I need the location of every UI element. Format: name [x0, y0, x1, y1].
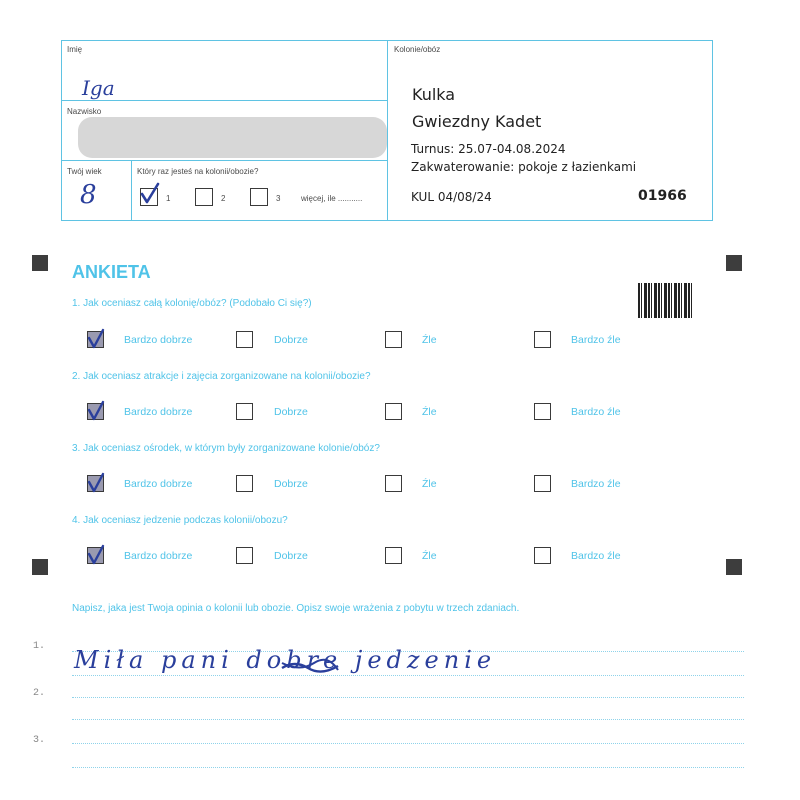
q2-option-dobrze: Dobrze [274, 406, 308, 418]
q1-dobrze-checkbox[interactable] [236, 331, 253, 348]
col-divider [131, 160, 132, 221]
registration-marker-bottom-left [32, 559, 48, 575]
check-mark-icon [139, 182, 161, 206]
question-1: 1. Jak oceniasz całą kolonię/obóz? (Podobało Ci się?) [72, 298, 312, 309]
wiek-value[interactable]: 8 [80, 180, 97, 210]
ktory-raz-option-1: 1 [166, 194, 171, 203]
q4-option-bardzo-zle: Bardzo źle [571, 550, 621, 562]
opinion-line-2[interactable] [72, 697, 744, 698]
ktory-raz-option-2: 2 [221, 194, 226, 203]
q2-bardzo-zle-checkbox[interactable] [534, 403, 551, 420]
check-mark-icon [86, 472, 106, 494]
opinion-line-1b[interactable] [72, 675, 744, 676]
nazwisko-redacted [78, 117, 387, 158]
kolonia-label: Kolonie/obóz [394, 45, 441, 54]
q4-option-dobrze: Dobrze [274, 550, 308, 562]
q4-dobrze-checkbox[interactable] [236, 547, 253, 564]
row-divider-2 [61, 160, 388, 161]
opinion-instruction: Napisz, jaka jest Twoja opinia o kolonii lub obozie. Opisz swoje wrażenia z pobytu w trzech zdaniach. [72, 603, 520, 614]
q2-dobrze-checkbox[interactable] [236, 403, 253, 420]
question-4: 4. Jak oceniasz jedzenie podczas kolonii/obozu? [72, 515, 288, 526]
q1-option-dobrze: Dobrze [274, 334, 308, 346]
zakwaterowanie: Zakwaterowanie: pokoje z łazienkami [411, 160, 637, 174]
q1-option-bardzo-zle: Bardzo źle [571, 334, 621, 346]
registration-marker-top-right [726, 255, 742, 271]
check-mark-icon [86, 328, 106, 350]
line-number-3: 3. [33, 735, 46, 746]
q3-option-bardzo-dobrze: Bardzo dobrze [124, 478, 193, 490]
q1-zle-checkbox[interactable] [385, 331, 402, 348]
q3-option-dobrze: Dobrze [274, 478, 308, 490]
question-2: 2. Jak oceniasz atrakcje i zajęcia zorganizowane na kolonii/obozie? [72, 371, 371, 382]
q4-zle-checkbox[interactable] [385, 547, 402, 564]
ktory-raz-checkbox-3[interactable] [250, 188, 268, 206]
kolonia-code: KUL 04/08/24 [411, 190, 492, 204]
q1-option-zle: Źle [422, 334, 437, 346]
crossed-out-word [280, 656, 342, 676]
row-divider-1 [61, 100, 388, 101]
wiek-label: Twój wiek [67, 167, 102, 176]
ktory-raz-label: Który raz jesteś na kolonii/obozie? [137, 167, 259, 176]
q3-option-zle: Źle [422, 478, 437, 490]
opinion-line-3[interactable] [72, 743, 744, 744]
opinion-line-2b[interactable] [72, 719, 744, 720]
q2-option-bardzo-zle: Bardzo źle [571, 406, 621, 418]
q3-option-bardzo-zle: Bardzo źle [571, 478, 621, 490]
q3-bardzo-zle-checkbox[interactable] [534, 475, 551, 492]
q4-bardzo-zle-checkbox[interactable] [534, 547, 551, 564]
q2-option-zle: Źle [422, 406, 437, 418]
program-name: Gwiezdny Kadet [412, 112, 542, 131]
survey-title: ANKIETA [72, 262, 151, 282]
q3-dobrze-checkbox[interactable] [236, 475, 253, 492]
opinion-line-3b[interactable] [72, 767, 744, 768]
question-3: 3. Jak oceniasz ośrodek, w którym były zorganizowane kolonie/obóz? [72, 443, 380, 454]
q4-option-zle: Źle [422, 550, 437, 562]
nazwisko-label: Nazwisko [67, 107, 102, 116]
q2-zle-checkbox[interactable] [385, 403, 402, 420]
opinion-handwritten-line-1[interactable]: Miła pani dobre jedzenie [74, 646, 497, 674]
barcode [638, 283, 694, 318]
imie-value[interactable]: Iga [82, 76, 115, 100]
line-number-2: 2. [33, 688, 46, 699]
line-number-1: 1. [33, 641, 46, 652]
registration-marker-bottom-right [726, 559, 742, 575]
check-mark-icon [86, 400, 106, 422]
q1-bardzo-zle-checkbox[interactable] [534, 331, 551, 348]
imie-label: Imię [67, 45, 83, 54]
q3-zle-checkbox[interactable] [385, 475, 402, 492]
check-mark-icon [86, 544, 106, 566]
turnus: Turnus: 25.07-04.08.2024 [411, 142, 566, 156]
kolonia-name: Kulka [412, 85, 456, 104]
form-number: 01966 [638, 188, 687, 204]
q1-option-bardzo-dobrze: Bardzo dobrze [124, 334, 193, 346]
registration-marker-top-left [32, 255, 48, 271]
ktory-raz-checkbox-2[interactable] [195, 188, 213, 206]
q2-option-bardzo-dobrze: Bardzo dobrze [124, 406, 193, 418]
ktory-raz-option-more: więcej, ile ........... [301, 194, 363, 203]
q4-option-bardzo-dobrze: Bardzo dobrze [124, 550, 193, 562]
ktory-raz-option-3: 3 [276, 194, 281, 203]
